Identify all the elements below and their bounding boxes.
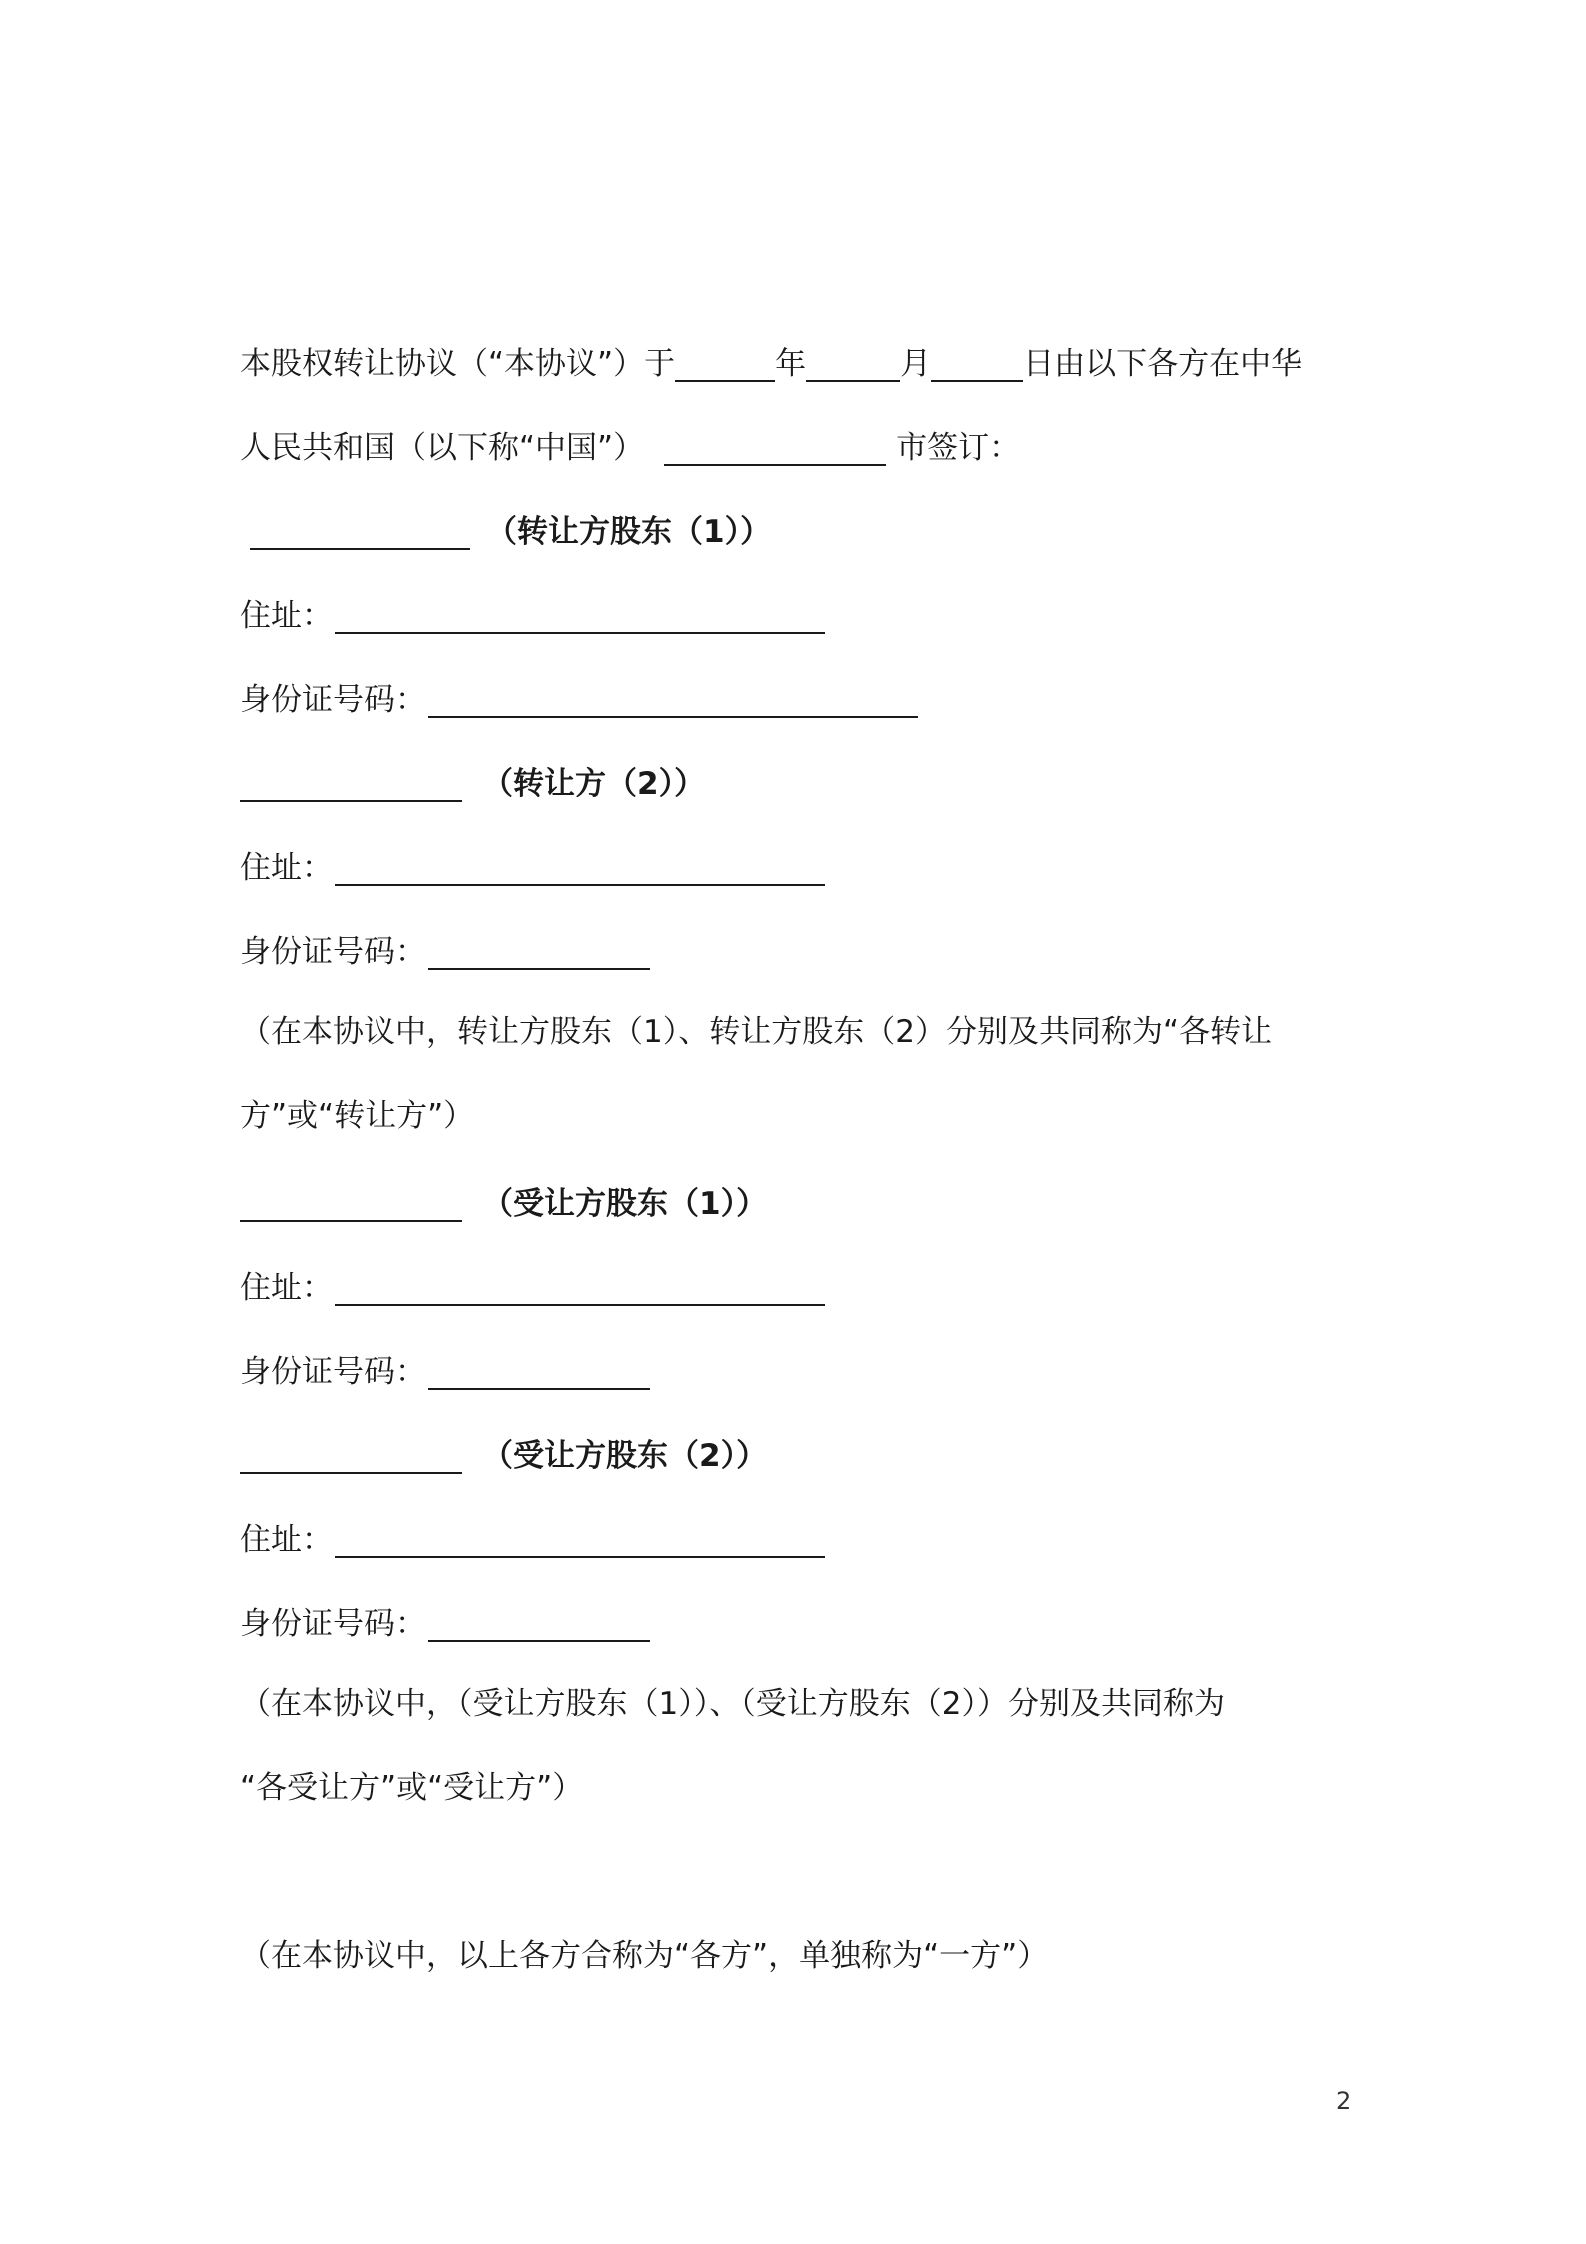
transferee1-name-blank[interactable] <box>240 1186 462 1222</box>
transferor2-address-label: 住址： <box>240 850 333 886</box>
transferee1-address-label: 住址： <box>240 1270 333 1306</box>
transferee1-id-blank[interactable] <box>428 1354 650 1390</box>
transferor-note-line-2: 方”或“转让方”） <box>240 1098 475 1134</box>
intro-text-3: 人民共和国（以下称“中国”） <box>240 430 645 466</box>
transferor2-label: （转让方（2）） <box>482 766 706 802</box>
parties-note: （在本协议中，以上各方合称为“各方”，单独称为“一方”） <box>240 1938 1049 1974</box>
transferor2-id-blank[interactable] <box>428 934 650 970</box>
month-blank[interactable] <box>806 346 900 382</box>
transferor2-id-label: 身份证号码： <box>240 934 426 970</box>
transferor1-id-label: 身份证号码： <box>240 682 426 718</box>
transferee1-id-line <box>240 1350 1360 1394</box>
transferee2-address-blank[interactable] <box>335 1522 825 1558</box>
transferee1-address-line <box>240 1266 1360 1310</box>
city-label: 市签订： <box>896 430 1021 466</box>
intro-text-1: 本股权转让协议（“本协议”）于 <box>240 346 676 382</box>
transferee2-name-blank[interactable] <box>240 1438 462 1474</box>
transferee1-address-blank[interactable] <box>335 1270 825 1306</box>
transferor1-id-blank[interactable] <box>428 682 918 718</box>
transferor1-label: （转让方股东（1）） <box>486 514 772 550</box>
intro-text-2: 日由以下各方在中华 <box>1023 346 1303 382</box>
transferor2-name-line <box>240 762 1360 806</box>
transferee2-id-line <box>240 1602 1360 1646</box>
year-blank[interactable] <box>675 346 775 382</box>
transferee2-name-line <box>240 1434 1360 1478</box>
transferor2-name-blank[interactable] <box>240 766 462 802</box>
transferor2-id-line <box>240 930 1360 974</box>
transferor2-address-line <box>240 846 1360 890</box>
page-number: 2 <box>1336 2087 1352 2115</box>
transferee1-label: （受让方股东（1）） <box>482 1186 768 1222</box>
transferor2-address-blank[interactable] <box>335 850 825 886</box>
month-label: 月 <box>900 346 932 382</box>
transferor1-address-label: 住址： <box>240 598 333 634</box>
intro-line-1 <box>240 342 1360 386</box>
year-label: 年 <box>775 346 807 382</box>
transferee2-address-label: 住址： <box>240 1522 333 1558</box>
transferee2-id-label: 身份证号码： <box>240 1606 426 1642</box>
transferee2-address-line <box>240 1518 1360 1562</box>
transferee-note-line-1: （在本协议中，（受让方股东（1））、（受让方股东（2））分别及共同称为 <box>240 1686 1225 1722</box>
transferee-note-line-2: “各受让方”或“受让方”） <box>240 1770 584 1806</box>
transferee2-label: （受让方股东（2）） <box>482 1438 768 1474</box>
transferor1-id-line <box>240 678 1360 722</box>
day-blank[interactable] <box>931 346 1023 382</box>
city-blank[interactable] <box>664 430 886 466</box>
transferee1-id-label: 身份证号码： <box>240 1354 426 1390</box>
transferor-note-line-1: （在本协议中，转让方股东（1）、转让方股东（2）分别及共同称为“各转让 <box>240 1014 1273 1050</box>
transferor1-name-line <box>240 510 1360 554</box>
transferor1-name-blank[interactable] <box>250 514 470 550</box>
transferor1-address-line <box>240 594 1360 638</box>
transferee1-name-line <box>240 1182 1360 1226</box>
transferor1-address-blank[interactable] <box>335 598 825 634</box>
transferee2-id-blank[interactable] <box>428 1606 650 1642</box>
intro-line-2 <box>240 426 1360 470</box>
